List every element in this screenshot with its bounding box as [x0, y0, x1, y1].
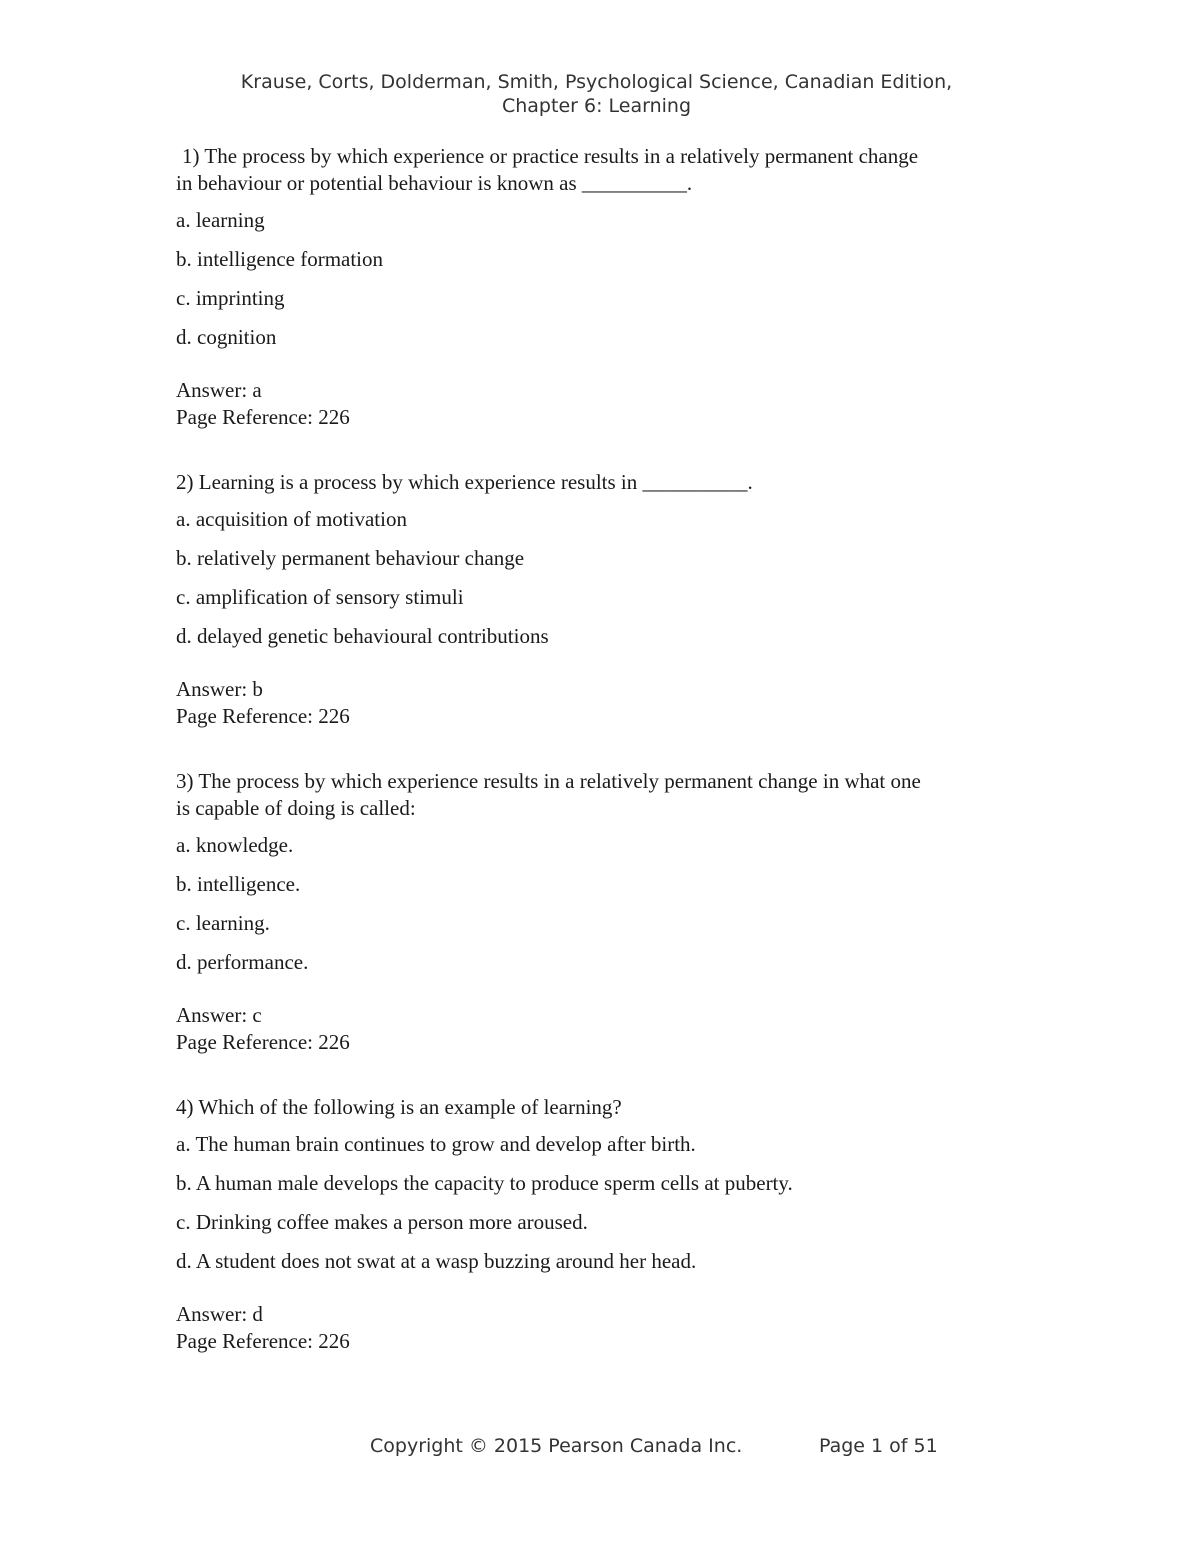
question-stem — [176, 469, 1026, 496]
page-reference: Page Reference: 226 — [176, 1030, 350, 1054]
question-stem-line: is capable of doing is called: — [176, 796, 416, 820]
answer-block — [176, 1301, 1026, 1355]
question-stem-line: 1) The process by which experience or practice results in a relatively permanent change — [182, 144, 919, 168]
answer-option: d. A student does not swat at a wasp buzzing around her head. — [176, 1249, 697, 1273]
answer-option: b. intelligence. — [176, 872, 301, 896]
spacer — [176, 730, 1026, 768]
answer-option: c. amplification of sensory stimuli — [176, 585, 464, 609]
answer-option: c. imprinting — [176, 286, 285, 310]
answer-option: d. cognition — [176, 325, 277, 349]
answer-block — [176, 676, 1026, 730]
question-stem-line: 2) Learning is a process by which experience results in __________. — [176, 470, 753, 494]
answer-option: a. acquisition of motivation — [176, 507, 407, 531]
page-header — [0, 70, 1193, 118]
header-line-2: Chapter 6: Learning — [501, 95, 692, 117]
question-2 — [176, 469, 1026, 730]
spacer — [176, 431, 1026, 469]
page-reference: Page Reference: 226 — [176, 1329, 350, 1353]
question-4 — [176, 1094, 1026, 1355]
question-stem — [176, 768, 1026, 822]
answer-option: b. intelligence formation — [176, 247, 384, 271]
page-reference: Page Reference: 226 — [176, 405, 350, 429]
answer-option: b. relatively permanent behaviour change — [176, 546, 525, 570]
question-3 — [176, 768, 1026, 1056]
question-list — [176, 143, 1026, 1355]
answer-key: Answer: a — [176, 378, 262, 402]
answer-block — [176, 377, 1026, 431]
copyright-notice: Copyright © 2015 Pearson Canada Inc. — [370, 1435, 743, 1457]
page-number: Page 1 of 51 — [819, 1435, 938, 1457]
header-line-1: Krause, Corts, Dolderman, Smith, Psychological Science, Canadian Edition, — [240, 71, 953, 93]
answer-option: b. A human male develops the capacity to produce sperm cells at puberty. — [176, 1171, 793, 1195]
answer-option: a. learning — [176, 208, 265, 232]
answer-option: d. performance. — [176, 950, 309, 974]
question-1 — [176, 143, 1026, 431]
question-stem-line: 4) Which of the following is an example of learning? — [176, 1095, 622, 1119]
answer-key: Answer: d — [176, 1302, 263, 1326]
answer-key: Answer: c — [176, 1003, 262, 1027]
answer-option: c. learning. — [176, 911, 270, 935]
question-stem-line: 3) The process by which experience results in a relatively permanent change in what one — [176, 769, 921, 793]
question-stem — [176, 1094, 1026, 1121]
page-footer — [370, 1434, 938, 1458]
answer-option: c. Drinking coffee makes a person more aroused. — [176, 1210, 588, 1234]
answer-option: a. The human brain continues to grow and develop after birth. — [176, 1132, 696, 1156]
answer-block — [176, 1002, 1026, 1056]
question-stem-line: in behaviour or potential behaviour is known as __________. — [176, 171, 693, 195]
page-reference: Page Reference: 226 — [176, 704, 350, 728]
answer-option: d. delayed genetic behavioural contributions — [176, 624, 549, 648]
answer-option: a. knowledge. — [176, 833, 294, 857]
question-stem — [176, 143, 1026, 197]
spacer — [176, 1056, 1026, 1094]
answer-key: Answer: b — [176, 677, 263, 701]
